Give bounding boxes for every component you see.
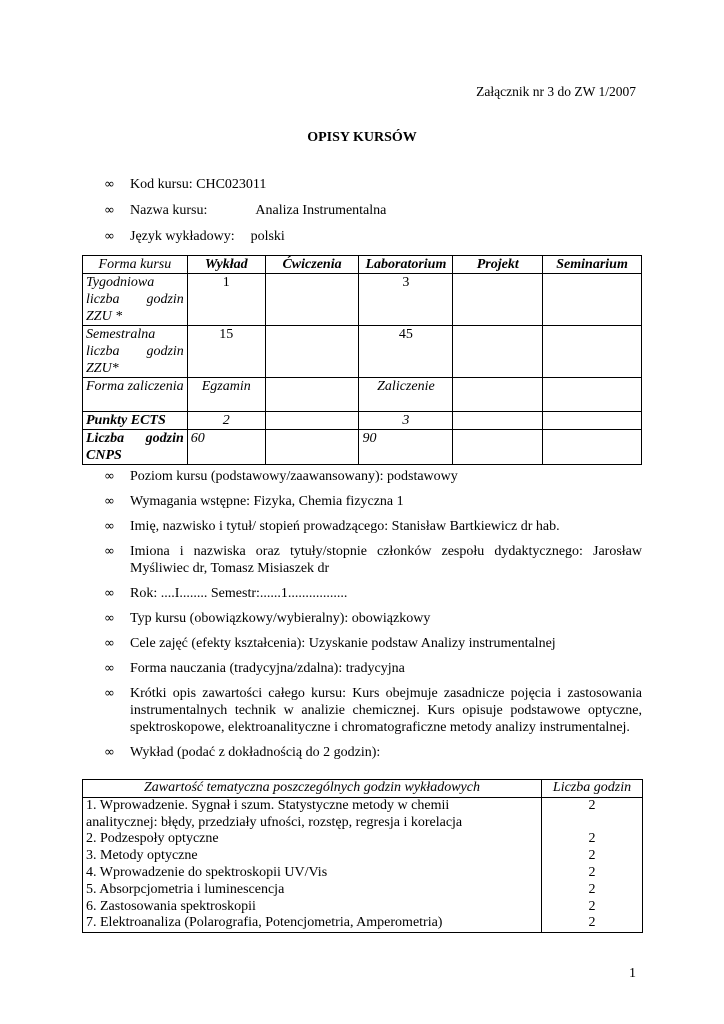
row-label: Punkty ECTS: [83, 412, 188, 430]
infinity-bullet-icon: ∞: [104, 494, 115, 509]
course-name-label: Nazwa kursu:: [130, 203, 208, 218]
table-cell: [453, 378, 543, 412]
lecture-hours: [545, 815, 639, 832]
infinity-bullet-icon: ∞: [104, 611, 115, 626]
table-cell: [265, 430, 359, 465]
course-details-list: [104, 468, 642, 761]
table-row: [83, 326, 642, 378]
course-language-label: Język wykładowy:: [130, 229, 235, 244]
detail-text: Krótki opis zawartości całego kursu: Kurs obejmuje zasadnicze pojęcia i zastosowania instrumentalnych technik w analizie chemicznej. Kurs opisuje podstawowe optyczne, spektroskopowe, elektroanalityczne i chromatograficzne metody analizy instrumentalnej.: [130, 686, 642, 735]
course-code-value: CHC023011: [196, 177, 267, 192]
table-cell: Egzamin: [187, 378, 265, 412]
column-header: Forma kursu: [83, 256, 188, 274]
row-label: Semestralna liczba godzin ZZU*: [83, 326, 188, 378]
list-item: [104, 660, 642, 677]
infinity-bullet-icon: ∞: [104, 745, 115, 760]
table-cell: [543, 378, 642, 412]
infinity-bullet-icon: ∞: [104, 203, 115, 218]
lecture-topic: 1. Wprowadzenie. Sygnał i szum. Statystyczne metody w chemii: [86, 797, 450, 813]
lecture-topic: 3. Metody optyczne: [86, 848, 198, 864]
table-cell: 3: [359, 412, 453, 430]
table-cell: [265, 326, 359, 378]
course-code-label: Kod kursu:: [130, 177, 193, 192]
table-cell: 90: [359, 430, 453, 465]
list-item: [104, 468, 642, 485]
course-code-item: [104, 176, 644, 194]
infinity-bullet-icon: ∞: [104, 544, 115, 559]
detail-text: Cele zajęć (efekty kształcenia): Uzyskanie podstaw Analizy instrumentalnej: [130, 636, 556, 651]
list-item: [104, 685, 642, 736]
table-cell: 3: [359, 274, 453, 326]
lecture-hours: 2: [588, 898, 596, 914]
lecture-hours: 2: [588, 864, 596, 880]
table-cell: 45: [359, 326, 453, 378]
table-cell: 60: [187, 430, 265, 465]
row-label: Tygodniowa liczba godzin ZZU *: [83, 274, 188, 326]
table-cell: [265, 378, 359, 412]
column-header: Laboratorium: [359, 256, 453, 274]
lecture-topic: analitycznej: błędy, przedziały ufności, rozstęp, regresja i korelacja: [86, 814, 463, 830]
page-number: 1: [629, 966, 636, 981]
course-name-value: Analiza Instrumentalna: [255, 203, 387, 218]
detail-text: Imiona i nazwiska oraz tytuły/stopnie członków zespołu dydaktycznego: Jarosław Myśliwiec dr, Tomasz Misiaszek dr: [130, 544, 642, 576]
lecture-topic: 7. Elektroanaliza (Polarografia, Potencjometria, Amperometria): [86, 915, 443, 931]
table-row: [83, 797, 643, 932]
course-language-value: polski: [250, 229, 285, 244]
table-cell: [453, 412, 543, 430]
list-item: [104, 543, 642, 577]
lecture-table: [82, 779, 643, 933]
list-item: [104, 610, 642, 627]
infinity-bullet-icon: ∞: [104, 636, 115, 651]
infinity-bullet-icon: ∞: [104, 586, 115, 601]
course-name-item: [104, 202, 644, 220]
course-language-item: [104, 228, 644, 246]
table-cell: Zaliczenie: [359, 378, 453, 412]
table-row: [83, 274, 642, 326]
detail-text: Rok: ....I........ Semestr:......1.................: [130, 586, 348, 601]
infinity-bullet-icon: ∞: [104, 686, 115, 701]
row-label: Forma zaliczenia: [83, 378, 188, 412]
row-label: Liczba godzin CNPS: [83, 430, 188, 465]
column-header: Liczba godzin: [542, 780, 643, 798]
annex-note: Załącznik nr 3 do ZW 1/2007: [476, 84, 636, 99]
lecture-topic: 6. Zastosowania spektroskopii: [86, 898, 256, 914]
detail-text: Wykład (podać z dokładnością do 2 godzin):: [130, 745, 381, 760]
column-header: Zawartość tematyczna poszczególnych godzin wykładowych: [83, 780, 542, 798]
list-item: [104, 744, 642, 761]
column-header: Wykład: [187, 256, 265, 274]
table-cell: 15: [187, 326, 265, 378]
list-item: [104, 635, 642, 652]
detail-text: Wymagania wstępne: Fizyka, Chemia fizyczna 1: [130, 494, 404, 509]
table-cell: [543, 326, 642, 378]
column-header: Projekt: [453, 256, 543, 274]
infinity-bullet-icon: ∞: [104, 229, 115, 244]
page-title: OPISY KURSÓW: [307, 130, 417, 145]
column-header: Seminarium: [543, 256, 642, 274]
list-item: [104, 585, 642, 602]
table-row: [83, 378, 642, 412]
lecture-topic: 4. Wprowadzenie do spektroskopii UV/Vis: [86, 864, 328, 880]
table-cell: [543, 412, 642, 430]
lecture-topic: 5. Absorpcjometria i luminescencja: [86, 881, 285, 897]
detail-text: Forma nauczania (tradycyjna/zdalna): tradycyjna: [130, 661, 405, 676]
detail-text: Typ kursu (obowiązkowy/wybieralny): obowiązkowy: [130, 611, 431, 626]
list-item: [104, 518, 642, 535]
column-header: Ćwiczenia: [265, 256, 359, 274]
table-cell: [543, 430, 642, 465]
course-forms-table: [82, 255, 642, 465]
table-cell: [543, 274, 642, 326]
lecture-hours: 2: [588, 831, 596, 847]
table-cell: [265, 274, 359, 326]
table-cell: 1: [187, 274, 265, 326]
lecture-hours: 2: [588, 915, 596, 931]
table-cell: [453, 326, 543, 378]
table-header-row: [83, 256, 642, 274]
lecture-topics-cell: [83, 797, 542, 932]
course-info-list: [104, 176, 644, 254]
lecture-hours-cell: [542, 797, 643, 932]
table-cell: [453, 430, 543, 465]
table-cell: [265, 412, 359, 430]
table-cell: 2: [187, 412, 265, 430]
lecture-topic: 2. Podzespoły optyczne: [86, 831, 219, 847]
lecture-hours: 2: [588, 848, 596, 864]
infinity-bullet-icon: ∞: [104, 177, 115, 192]
infinity-bullet-icon: ∞: [104, 661, 115, 676]
lecture-hours: 2: [588, 797, 596, 813]
detail-text: Imię, nazwisko i tytuł/ stopień prowadzącego: Stanisław Bartkiewicz dr hab.: [130, 519, 560, 534]
table-header-row: [83, 780, 643, 798]
table-row: [83, 412, 642, 430]
detail-text: Poziom kursu (podstawowy/zaawansowany): podstawowy: [130, 469, 458, 484]
infinity-bullet-icon: ∞: [104, 469, 115, 484]
list-item: [104, 493, 642, 510]
table-cell: [453, 274, 543, 326]
infinity-bullet-icon: ∞: [104, 519, 115, 534]
lecture-hours: 2: [588, 881, 596, 897]
table-row: [83, 430, 642, 465]
